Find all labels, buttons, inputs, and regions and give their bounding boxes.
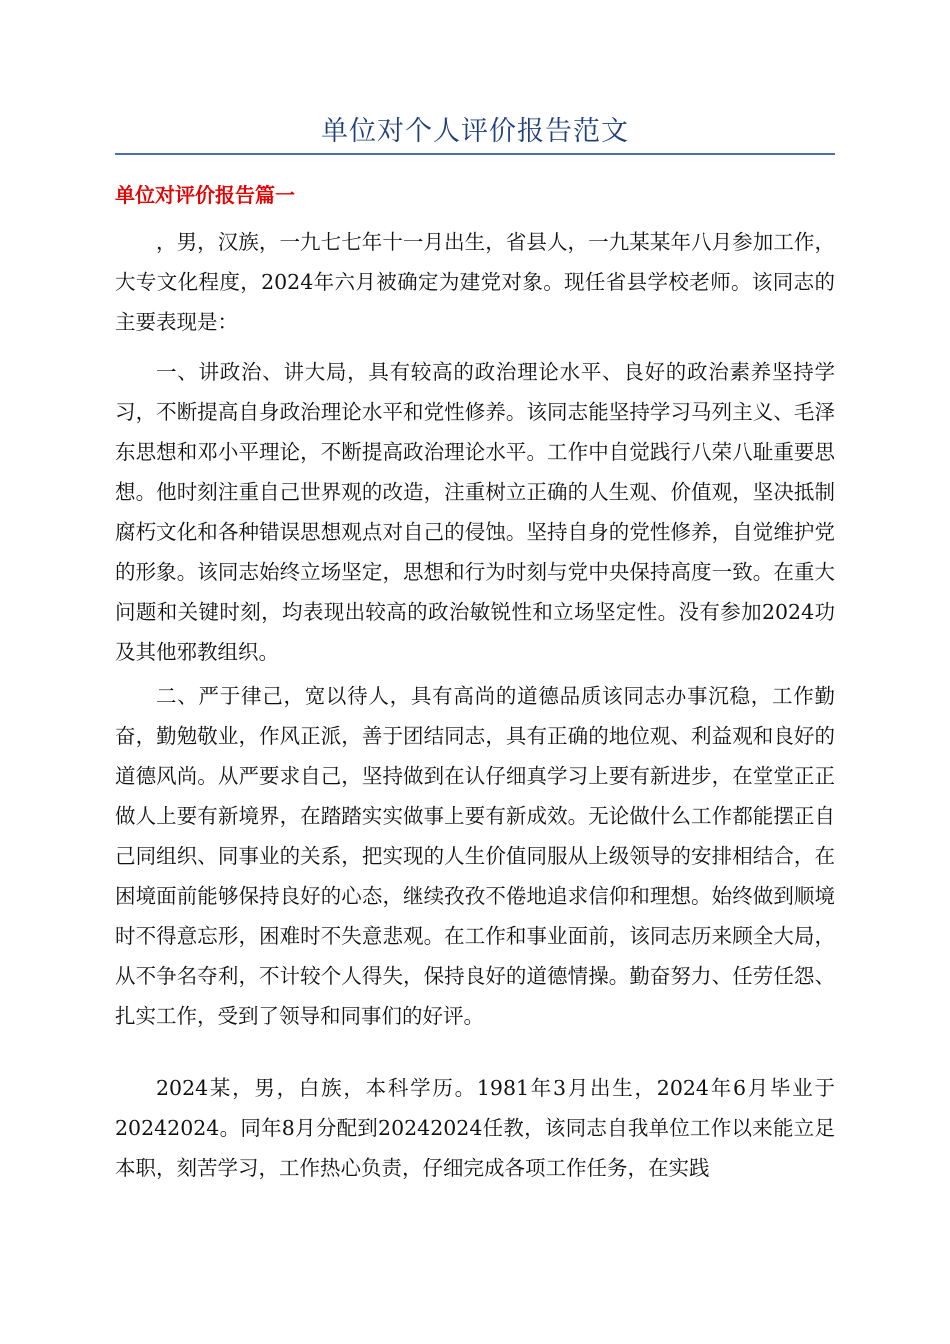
document-title: 单位对个人评价报告范文 xyxy=(321,116,629,147)
section-heading: 单位对评价报告篇一 xyxy=(115,183,295,207)
paragraph-politics: 一、讲政治、讲大局，具有较高的政治理论水平、良好的政治素养坚持学习，不断提高自身政治理论水平和党性修养。该同志能坚持学习马列主义、毛泽东思想和邓小平理论，不断提高政治理论水平。工作中自觉践行八荣八耻重要思想。他时刻注重自己世界观的改造，注重树立正确的人生观、价值观，坚决抵制腐朽文化和各种错误思想观点对自己的侵蚀。坚持自身的党性修养，自觉维护党的形象。该同志始终立场坚定，思想和行为时刻与党中央保持高度一致。在重大问题和关键时刻，均表现出较高的政治敏锐性和立场坚定性。没有参加2024功及其他邪教组织。 xyxy=(115,360,835,664)
paragraph-morality: 二、严于律己，宽以待人，具有高尚的道德品质该同志办事沉稳，工作勤奋，勤勉敬业，作风正派，善于团结同志，具有正确的地位观、利益观和良好的道德风尚。从严要求自己，坚持做到在认仔细真学习上要有新进步，在堂堂正正做人上要有新境界，在踏踏实实做事上要有新成效。无论做什么工作都能摆正自己同组织、同事业的关系，把实现的人生价值同服从上级领导的安排相结合，在困境面前能够保持良好的心态，继续孜孜不倦地追求信仰和理想。始终做到顺境时不得意忘形，困难时不失意悲观。在工作和事业面前，该同志历来顾全大局，从不争名夺利，不计较个人得失，保持良好的道德情操。勤奋努力、任劳任怨、扎实工作，受到了领导和同事们的好评。 xyxy=(115,684,835,1028)
paragraph-second-person: 2024某，男，白族，本科学历。1981年3月出生，2024年6月毕业于20242024。同年8月分配到20242024任教，该同志自我单位工作以来能立足本职，刻苦学习，工作热心负责，仔细完成各项工作任务，在实践 xyxy=(115,1076,835,1180)
title-underline xyxy=(115,153,835,155)
paragraph-intro: ，男，汉族，一九七七年十一月出生，省县人，一九某某年八月参加工作，大专文化程度，2024年六月被确定为建党对象。现任省县学校老师。该同志的主要表现是： xyxy=(115,230,835,334)
